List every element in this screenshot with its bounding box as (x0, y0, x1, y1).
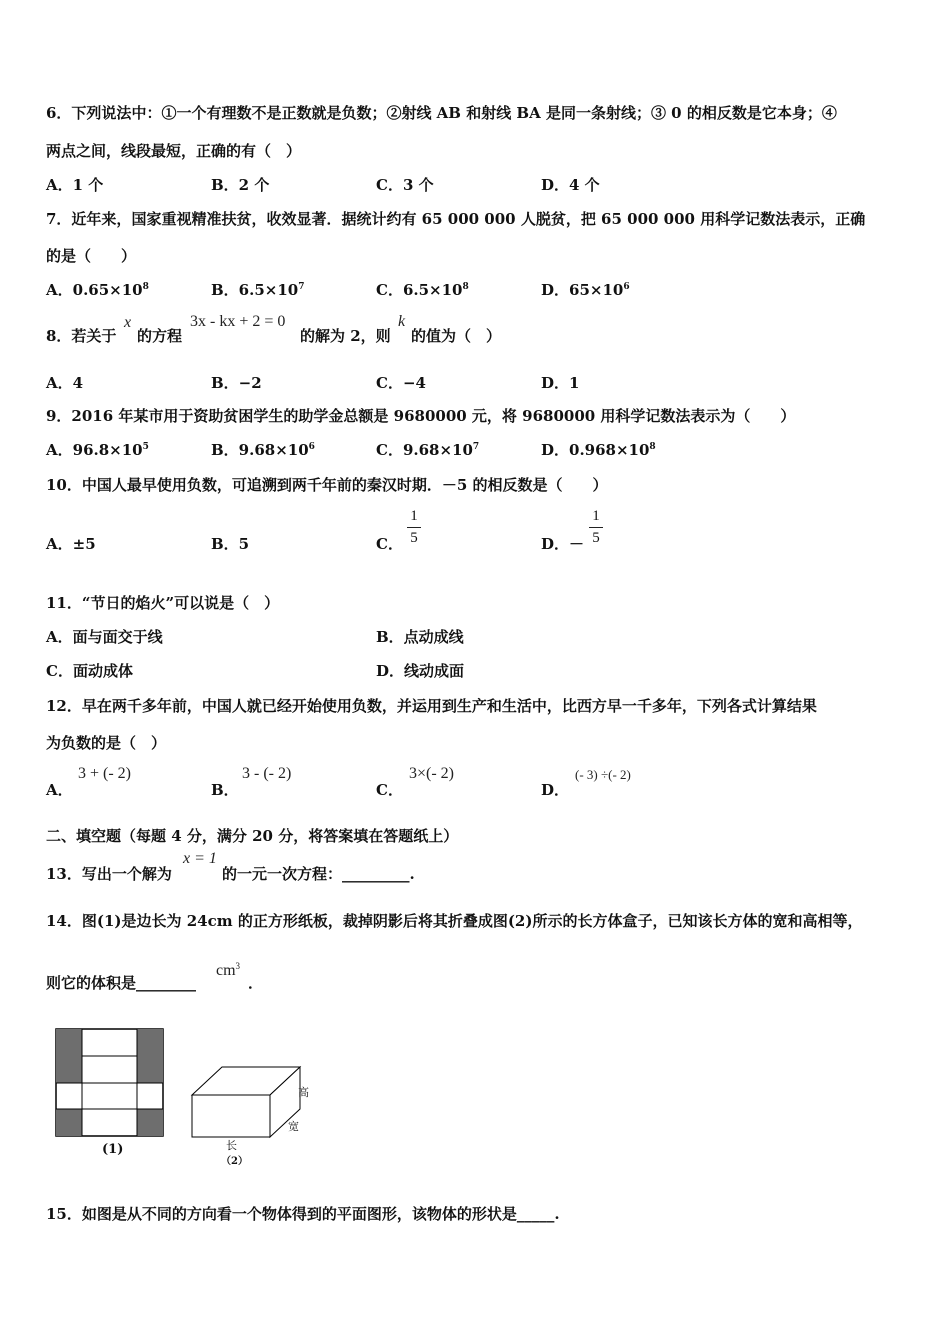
q11-option-b: B．点动成线 (376, 628, 464, 646)
q9-line1: 9．2016 年某市用于资助贫困学生的助学金总额是 9680000 元，将 9680000 用科学记数法表示为（ ） (46, 407, 796, 425)
fraction-bar (407, 527, 421, 528)
figure-1-caption: (1) (102, 1142, 124, 1157)
q11-option-c: C．面动成体 (46, 662, 133, 680)
q12-option-a: A． (46, 781, 73, 799)
q7-option-b: B．$6.5\times 10^7$ (211, 281, 305, 299)
q8-option-b: B．−2 (211, 374, 262, 392)
q8-pre: 8．若关于 (46, 327, 117, 345)
q9-option-d: D．$0.968\times 10^8$ (541, 441, 656, 459)
q11-option-d: D．线动成面 (376, 662, 465, 680)
q7-option-d: D．$65\times 10^6$ (541, 281, 630, 299)
fraction-bar (589, 527, 603, 528)
q8-post: 的值为（ ） (411, 327, 502, 345)
q14-line2: 则它的体积是________ (46, 974, 197, 992)
figure-2-caption: （2） (221, 1156, 248, 1167)
q8-mid1: 的方程 (137, 327, 183, 345)
q10-fraction-d (589, 508, 603, 547)
fraction-numerator: 1 (410, 508, 418, 524)
q13-post: 的一元一次方程：_________. (222, 865, 415, 883)
q8-option-d: D．1 (541, 374, 580, 392)
q15-line1: 15．如图是从不同的方向看一个物体得到的平面图形，该物体的形状是_____. (46, 1205, 560, 1223)
q7-line1: 7．近年来，国家重视精准扶贫，收效显著．据统计约有 65 000 000 人脱贫，把 65 000 000 用科学记数法表示，正确 (46, 210, 866, 228)
q14-unit: $cm^3$ (216, 961, 241, 979)
fraction-numerator: 1 (592, 508, 600, 524)
q7-line2: 的是（ ） (46, 247, 137, 265)
q12-option-c: C． (376, 781, 403, 799)
q12-option-d: D． (541, 781, 570, 799)
q13-expr: x = 1 (183, 850, 217, 867)
q10-option-b: B．5 (211, 535, 250, 553)
q8-var-x: x (124, 314, 132, 331)
q12-option-b: B． (211, 781, 239, 799)
q6-option-b: B．2 个 (211, 176, 270, 194)
q10-line1: 10．中国人最早使用负数，可追溯到两千年前的秦汉时期．－5 的相反数是（ ） (46, 476, 608, 494)
fraction-denominator: 5 (592, 530, 600, 546)
q8-mid2: 的解为 2，则 (300, 327, 391, 345)
q12-line2: 为负数的是（ ） (46, 734, 167, 752)
q12-expr-a: 3 + (- 2) (78, 765, 132, 782)
q8-var-k: k (398, 313, 406, 330)
q10-option-a: A．±5 (46, 535, 96, 553)
q13-pre: 13．写出一个解为 (46, 865, 172, 883)
q12-expr-c: 3×(- 2) (409, 765, 455, 782)
q9-option-b: B．$9.68\times 10^6$ (211, 441, 315, 459)
q9-option-a: A．$96.8\times 10^5$ (46, 441, 149, 459)
q11-line1: 11．“节日的焰火”可以说是（ ） (46, 594, 280, 612)
q6-option-c: C．3 个 (376, 176, 434, 194)
q12-expr-d: (- 3) ÷(- 2) (575, 767, 631, 782)
box-front-face (192, 1095, 270, 1137)
label-length: 长 (226, 1139, 237, 1152)
q7-option-c: C．$6.5\times 10^8$ (376, 281, 469, 299)
q11-option-a: A．面与面交于线 (46, 628, 163, 646)
q12-line1: 12．早在两千多年前，中国人就已经开始使用负数，并运用到生产和生活中，比西方早一千多年，下列各式计算结果 (46, 697, 817, 715)
q10-option-d: D．－ (541, 535, 585, 553)
q6-line2: 两点之间，线段最短，正确的有（ ） (46, 142, 302, 160)
q14-line1: 14．图(1)是边长为 24cm 的正方形纸板，裁掉阴影后将其折叠成图(2)所示的长方体盒子，已知该长方体的宽和高相等， (46, 912, 863, 930)
shaded-corner-bottom-left (56, 1109, 82, 1136)
section-heading-fill-in: 二、填空题（每题 4 分，满分 20 分，将答案填在答题纸上） (46, 827, 459, 845)
shaded-corner-top-left (56, 1029, 82, 1083)
q6-option-d: D．4 个 (541, 176, 600, 194)
q12-expr-b: 3 - (- 2) (242, 765, 292, 782)
fraction-denominator: 5 (410, 530, 418, 546)
q7-option-a: A．$0.65\times 10^8$ (46, 281, 149, 299)
q6-line1: 6．下列说法中：①一个有理数不是正数就是负数；②射线 AB 和射线 BA 是同一条射线；③ 0 的相反数是它本身；④ (46, 104, 837, 122)
shaded-corner-bottom-right (137, 1109, 163, 1136)
q14-tail: ． (248, 974, 264, 992)
q10-fraction-c (407, 508, 421, 547)
label-width: 宽 (288, 1120, 299, 1133)
q8-option-c: C．−4 (376, 374, 426, 392)
label-height: 高 (298, 1086, 309, 1099)
q9-option-c: C．$9.68\times 10^7$ (376, 441, 480, 459)
figure-1-square-board (55, 1028, 167, 1140)
q8-option-a: A．4 (46, 374, 84, 392)
shaded-corner-top-right (137, 1029, 163, 1083)
q6-option-a: A．1 个 (46, 176, 104, 194)
q10-option-c: C． (376, 535, 403, 553)
q8-equation: 3x - kx + 2 = 0 (190, 313, 286, 330)
